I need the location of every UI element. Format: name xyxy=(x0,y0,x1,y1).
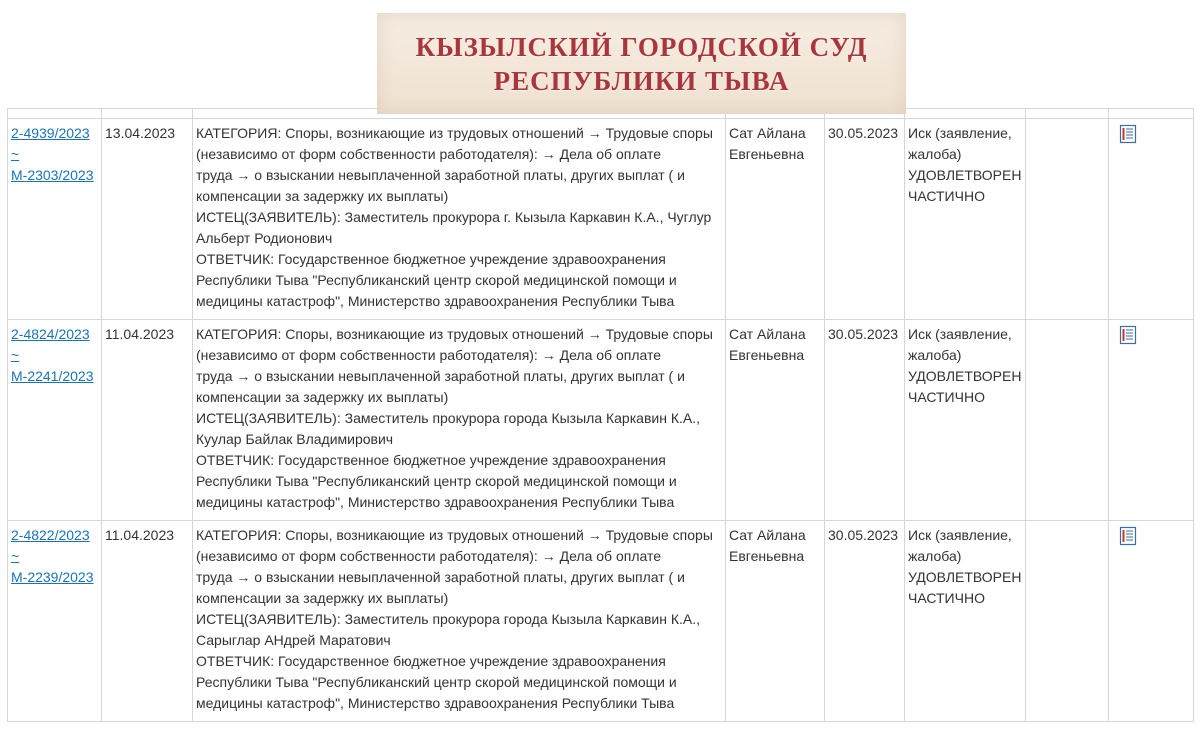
received-date-cell: 11.04.2023 xyxy=(102,521,193,722)
description-line: медицины катастроф", Министерство здравоохранения Республики Тыва xyxy=(196,293,675,309)
description-line: (независимо от форм собственности работодателя): → Дела об оплате xyxy=(196,146,662,162)
cases-table-wrapper xyxy=(7,108,1193,722)
description-line: (независимо от форм собственности работодателя): → Дела об оплате xyxy=(196,347,662,363)
case-number-link[interactable]: 2-4822/2023 xyxy=(11,527,90,543)
document-icon[interactable] xyxy=(1119,526,1137,546)
extra-cell xyxy=(1026,521,1109,722)
material-number-link[interactable]: М-2303/2023 xyxy=(11,167,94,183)
case-description-cell xyxy=(193,119,726,320)
spacer-cell xyxy=(8,109,102,119)
decision-date-cell: 30.05.2023 xyxy=(825,119,905,320)
document-cell xyxy=(1109,320,1194,521)
table-row xyxy=(8,320,1194,521)
description-line: ИСТЕЦ(ЗАЯВИТЕЛЬ): Заместитель прокурора города Кызыла Каркавин К.А., xyxy=(196,611,700,627)
description-line: КАТЕГОРИЯ: Споры, возникающие из трудовых отношений → Трудовые споры xyxy=(196,527,713,543)
case-number-cell xyxy=(8,320,102,521)
description-line: ОТВЕТЧИК: Государственное бюджетное учреждение здравоохранения xyxy=(196,452,666,468)
spacer-cell xyxy=(905,109,1026,119)
description-line: компенсации за задержку их выплаты) xyxy=(196,188,449,204)
document-cell xyxy=(1109,119,1194,320)
result-cell: Иск (заявление, жалоба) УДОВЛЕТВОРЕН ЧАСТИЧНО xyxy=(905,320,1026,521)
table-row xyxy=(8,119,1194,320)
description-line: медицины катастроф", Министерство здравоохранения Республики Тыва xyxy=(196,695,675,711)
extra-cell xyxy=(1026,119,1109,320)
document-cell xyxy=(1109,521,1194,722)
description-line: компенсации за задержку их выплаты) xyxy=(196,590,449,606)
spacer-cell xyxy=(1109,109,1194,119)
table-row xyxy=(8,521,1194,722)
description-line: ИСТЕЦ(ЗАЯВИТЕЛЬ): Заместитель прокурора города Кызыла Каркавин К.А., xyxy=(196,410,700,426)
case-number-cell xyxy=(8,521,102,722)
description-line: Сарыглар АНдрей Маратович xyxy=(196,632,391,648)
received-date-cell: 13.04.2023 xyxy=(102,119,193,320)
description-line: (независимо от форм собственности работодателя): → Дела об оплате xyxy=(196,548,662,564)
judge-cell: Сат Айлана Евгеньевна xyxy=(726,521,825,722)
description-line: труда → о взыскании невыплаченной заработной платы, других выплат ( и xyxy=(196,167,685,183)
case-description-cell xyxy=(193,521,726,722)
case-tilde: ~ xyxy=(11,548,20,564)
received-date-cell: 11.04.2023 xyxy=(102,320,193,521)
description-line: Альберт Родионович xyxy=(196,230,333,246)
description-line: КАТЕГОРИЯ: Споры, возникающие из трудовых отношений → Трудовые споры xyxy=(196,125,713,141)
case-tilde: ~ xyxy=(11,146,20,162)
description-line: ОТВЕТЧИК: Государственное бюджетное учреждение здравоохранения xyxy=(196,653,666,669)
decision-date-cell: 30.05.2023 xyxy=(825,320,905,521)
description-line: медицины катастроф", Министерство здравоохранения Республики Тыва xyxy=(196,494,675,510)
material-number-link[interactable]: М-2239/2023 xyxy=(11,569,94,585)
decision-date-cell: 30.05.2023 xyxy=(825,521,905,722)
banner-title-line1: КЫЗЫЛСКИЙ ГОРОДСКОЙ СУД xyxy=(415,31,868,62)
document-icon[interactable] xyxy=(1119,124,1137,144)
description-line: Республики Тыва "Республиканский центр скорой медицинской помощи и xyxy=(196,272,677,288)
description-line: ИСТЕЦ(ЗАЯВИТЕЛЬ): Заместитель прокурора г. Кызыла Каркавин К.А., Чуглур xyxy=(196,209,712,225)
case-tilde: ~ xyxy=(11,347,20,363)
description-line: Куулар Байлак Владимирович xyxy=(196,431,394,447)
case-number-cell xyxy=(8,119,102,320)
result-cell: Иск (заявление, жалоба) УДОВЛЕТВОРЕН ЧАСТИЧНО xyxy=(905,119,1026,320)
document-icon[interactable] xyxy=(1119,325,1137,345)
description-line: Республики Тыва "Республиканский центр скорой медицинской помощи и xyxy=(196,674,677,690)
description-line: труда → о взыскании невыплаченной заработной платы, других выплат ( и xyxy=(196,569,685,585)
description-line: компенсации за задержку их выплаты) xyxy=(196,389,449,405)
material-number-link[interactable]: М-2241/2023 xyxy=(11,368,94,384)
cases-table xyxy=(7,108,1194,722)
court-banner xyxy=(377,13,906,114)
description-line: Республики Тыва "Республиканский центр скорой медицинской помощи и xyxy=(196,473,677,489)
description-line: труда → о взыскании невыплаченной заработной платы, других выплат ( и xyxy=(196,368,685,384)
description-line: КАТЕГОРИЯ: Споры, возникающие из трудовых отношений → Трудовые споры xyxy=(196,326,713,342)
judge-cell: Сат Айлана Евгеньевна xyxy=(726,320,825,521)
result-cell: Иск (заявление, жалоба) УДОВЛЕТВОРЕН ЧАСТИЧНО xyxy=(905,521,1026,722)
extra-cell xyxy=(1026,320,1109,521)
description-line: ОТВЕТЧИК: Государственное бюджетное учреждение здравоохранения xyxy=(196,251,666,267)
case-description-cell xyxy=(193,320,726,521)
case-number-link[interactable]: 2-4824/2023 xyxy=(11,326,90,342)
spacer-cell xyxy=(1026,109,1109,119)
banner-title-line2: РЕСПУБЛИКИ ТЫВА xyxy=(493,65,790,96)
judge-cell: Сат Айлана Евгеньевна xyxy=(726,119,825,320)
spacer-cell xyxy=(102,109,193,119)
case-number-link[interactable]: 2-4939/2023 xyxy=(11,125,90,141)
